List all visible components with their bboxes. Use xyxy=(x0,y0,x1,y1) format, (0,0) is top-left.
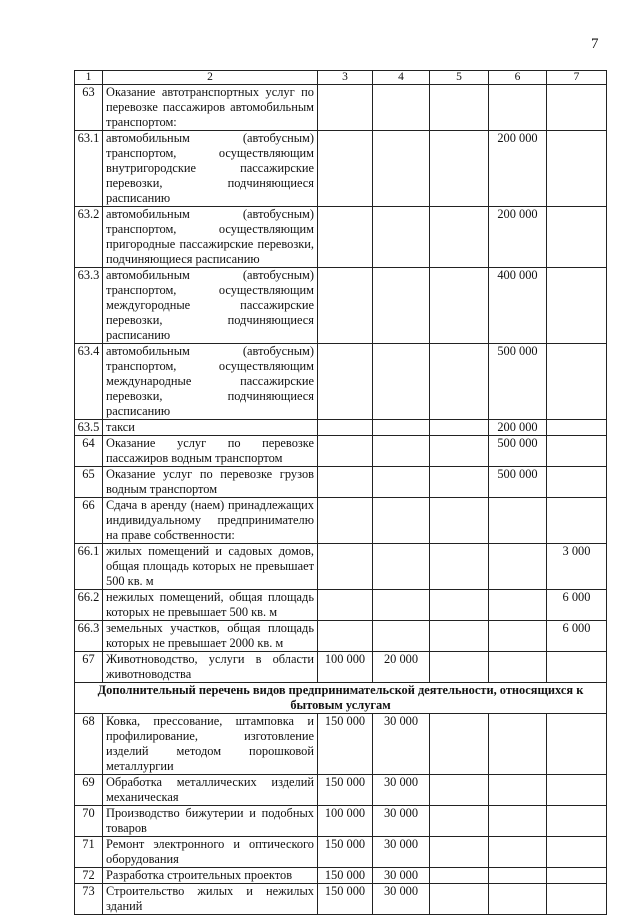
row-number: 68 xyxy=(75,714,103,775)
value-col-3 xyxy=(318,268,373,344)
activity-description: Ремонт электронного и оптического оборудования xyxy=(103,837,318,868)
value-col-7: 6 000 xyxy=(547,590,607,621)
value-col-7 xyxy=(547,775,607,806)
value-col-6 xyxy=(489,498,547,544)
row-number: 63.3 xyxy=(75,268,103,344)
row-number: 71 xyxy=(75,837,103,868)
row-number: 63.2 xyxy=(75,207,103,268)
value-col-7 xyxy=(547,420,607,436)
value-col-6 xyxy=(489,85,547,131)
value-col-5 xyxy=(430,714,489,775)
value-col-7 xyxy=(547,131,607,207)
table-row xyxy=(75,621,607,652)
value-col-7 xyxy=(547,652,607,683)
value-col-5 xyxy=(430,837,489,868)
row-number: 72 xyxy=(75,868,103,884)
value-col-7 xyxy=(547,467,607,498)
value-col-3 xyxy=(318,467,373,498)
value-col-3 xyxy=(318,544,373,590)
value-col-4 xyxy=(373,590,430,621)
table-row xyxy=(75,868,607,884)
activity-description: автомобильным (автобусным) транспортом, осуществляющим междугородные пассажирские перевозки, подчиняющиеся расписанию xyxy=(103,268,318,344)
activity-description: Оказание автотранспортных услуг по перевозке пассажиров автомобильным транспортом: xyxy=(103,85,318,131)
header-cell: 6 xyxy=(489,71,547,85)
value-col-3 xyxy=(318,207,373,268)
value-col-5 xyxy=(430,268,489,344)
header-cell: 4 xyxy=(373,71,430,85)
activity-description: Строительство жилых и нежилых зданий xyxy=(103,884,318,915)
row-number: 63.4 xyxy=(75,344,103,420)
value-col-5 xyxy=(430,85,489,131)
table-row xyxy=(75,131,607,207)
value-col-5 xyxy=(430,868,489,884)
table-row xyxy=(75,806,607,837)
value-col-5 xyxy=(430,467,489,498)
value-col-3 xyxy=(318,621,373,652)
value-col-5 xyxy=(430,806,489,837)
table-row xyxy=(75,207,607,268)
row-number: 73 xyxy=(75,884,103,915)
value-col-7 xyxy=(547,268,607,344)
activity-description: жилых помещений и садовых домов, общая площадь которых не превышает 500 кв. м xyxy=(103,544,318,590)
value-col-6: 400 000 xyxy=(489,268,547,344)
activity-description: земельных участков, общая площадь которых не превышает 2000 кв. м xyxy=(103,621,318,652)
activity-description: Животноводство, услуги в области животноводства xyxy=(103,652,318,683)
value-col-5 xyxy=(430,621,489,652)
activity-description: Производство бижутерии и подобных товаров xyxy=(103,806,318,837)
header-cell: 1 xyxy=(75,71,103,85)
value-col-6 xyxy=(489,884,547,915)
activity-description: нежилых помещений, общая площадь которых не превышает 500 кв. м xyxy=(103,590,318,621)
activity-description: автомобильным (автобусным) транспортом, осуществляющим международные пассажирские перевозки, подчиняющиеся расписанию xyxy=(103,344,318,420)
table-row xyxy=(75,652,607,683)
row-number: 63 xyxy=(75,85,103,131)
activity-description: Ковка, прессование, штамповка и профилирование, изготовление изделий методом порошковой металлургии xyxy=(103,714,318,775)
value-col-4: 30 000 xyxy=(373,884,430,915)
value-col-7 xyxy=(547,436,607,467)
value-col-4: 30 000 xyxy=(373,806,430,837)
value-col-5 xyxy=(430,775,489,806)
value-col-6: 500 000 xyxy=(489,467,547,498)
value-col-4 xyxy=(373,544,430,590)
value-col-6 xyxy=(489,621,547,652)
activity-description: автомобильным (автобусным) транспортом, осуществляющим внутригородские пассажирские перевозки, подчиняющиеся расписанию xyxy=(103,131,318,207)
value-col-4: 20 000 xyxy=(373,652,430,683)
activity-description: Оказание услуг по перевозке грузов водным транспортом xyxy=(103,467,318,498)
value-col-3: 150 000 xyxy=(318,714,373,775)
value-col-3: 150 000 xyxy=(318,884,373,915)
table-row xyxy=(75,498,607,544)
value-col-4 xyxy=(373,131,430,207)
row-number: 64 xyxy=(75,436,103,467)
value-col-3 xyxy=(318,131,373,207)
value-col-7: 6 000 xyxy=(547,621,607,652)
value-col-3 xyxy=(318,85,373,131)
header-cell: 7 xyxy=(547,71,607,85)
activity-description: Оказание услуг по перевозке пассажиров водным транспортом xyxy=(103,436,318,467)
value-col-5 xyxy=(430,207,489,268)
value-col-6 xyxy=(489,714,547,775)
activity-description: Сдача в аренду (наем) принадлежащих индивидуальному предпринимателю на праве собственности: xyxy=(103,498,318,544)
value-col-4 xyxy=(373,420,430,436)
row-number: 66.1 xyxy=(75,544,103,590)
value-col-3 xyxy=(318,344,373,420)
value-col-4 xyxy=(373,344,430,420)
value-col-5 xyxy=(430,590,489,621)
value-col-4: 30 000 xyxy=(373,837,430,868)
value-col-6: 200 000 xyxy=(489,420,547,436)
table-body xyxy=(75,71,607,915)
value-col-4: 30 000 xyxy=(373,868,430,884)
row-number: 66 xyxy=(75,498,103,544)
value-col-4 xyxy=(373,436,430,467)
activity-description: такси xyxy=(103,420,318,436)
value-col-6: 500 000 xyxy=(489,344,547,420)
header-row xyxy=(75,71,607,85)
table-row xyxy=(75,714,607,775)
table-row xyxy=(75,837,607,868)
value-col-6 xyxy=(489,775,547,806)
row-number: 63.1 xyxy=(75,131,103,207)
value-col-3 xyxy=(318,498,373,544)
value-col-4 xyxy=(373,467,430,498)
row-number: 66.2 xyxy=(75,590,103,621)
activity-description: автомобильным (автобусным) транспортом, осуществляющим пригородные пассажирские перевозки, подчиняющиеся расписанию xyxy=(103,207,318,268)
value-col-7 xyxy=(547,868,607,884)
value-col-7 xyxy=(547,837,607,868)
table-row xyxy=(75,884,607,915)
value-col-7 xyxy=(547,498,607,544)
table-row xyxy=(75,775,607,806)
value-col-5 xyxy=(430,436,489,467)
tariff-table xyxy=(74,70,607,915)
value-col-4: 30 000 xyxy=(373,714,430,775)
value-col-7 xyxy=(547,884,607,915)
value-col-4 xyxy=(373,268,430,344)
value-col-6 xyxy=(489,544,547,590)
value-col-6 xyxy=(489,806,547,837)
header-cell: 2 xyxy=(103,71,318,85)
value-col-6: 500 000 xyxy=(489,436,547,467)
value-col-7 xyxy=(547,207,607,268)
value-col-3: 150 000 xyxy=(318,775,373,806)
value-col-6 xyxy=(489,652,547,683)
value-col-3 xyxy=(318,436,373,467)
value-col-5 xyxy=(430,652,489,683)
value-col-5 xyxy=(430,498,489,544)
table-row xyxy=(75,420,607,436)
value-col-3: 100 000 xyxy=(318,806,373,837)
row-number: 65 xyxy=(75,467,103,498)
header-cell: 5 xyxy=(430,71,489,85)
value-col-3: 150 000 xyxy=(318,868,373,884)
value-col-5 xyxy=(430,884,489,915)
value-col-7 xyxy=(547,714,607,775)
value-col-6: 200 000 xyxy=(489,131,547,207)
value-col-7 xyxy=(547,85,607,131)
table-row xyxy=(75,590,607,621)
value-col-3 xyxy=(318,590,373,621)
value-col-7: 3 000 xyxy=(547,544,607,590)
value-col-5 xyxy=(430,131,489,207)
value-col-6 xyxy=(489,868,547,884)
value-col-6: 200 000 xyxy=(489,207,547,268)
table-row xyxy=(75,467,607,498)
activity-description: Обработка металлических изделий механическая xyxy=(103,775,318,806)
table-row xyxy=(75,85,607,131)
value-col-7 xyxy=(547,344,607,420)
row-number: 70 xyxy=(75,806,103,837)
header-cell: 3 xyxy=(318,71,373,85)
row-number: 67 xyxy=(75,652,103,683)
value-col-4 xyxy=(373,621,430,652)
value-col-4: 30 000 xyxy=(373,775,430,806)
row-number: 66.3 xyxy=(75,621,103,652)
value-col-5 xyxy=(430,544,489,590)
value-col-5 xyxy=(430,344,489,420)
value-col-4 xyxy=(373,207,430,268)
value-col-3: 150 000 xyxy=(318,837,373,868)
section-row xyxy=(75,683,607,714)
row-number: 63.5 xyxy=(75,420,103,436)
page-number: 7 xyxy=(591,36,599,52)
table-row xyxy=(75,268,607,344)
table-row xyxy=(75,344,607,420)
value-col-4 xyxy=(373,498,430,544)
value-col-5 xyxy=(430,420,489,436)
activity-description: Разработка строительных проектов xyxy=(103,868,318,884)
value-col-6 xyxy=(489,590,547,621)
value-col-7 xyxy=(547,806,607,837)
value-col-6 xyxy=(489,837,547,868)
value-col-4 xyxy=(373,85,430,131)
value-col-3 xyxy=(318,420,373,436)
section-heading: Дополнительный перечень видов предпринимательской деятельности, относящихся к бытовым услугам xyxy=(75,683,607,714)
value-col-3: 100 000 xyxy=(318,652,373,683)
table-row xyxy=(75,436,607,467)
table-row xyxy=(75,544,607,590)
row-number: 69 xyxy=(75,775,103,806)
